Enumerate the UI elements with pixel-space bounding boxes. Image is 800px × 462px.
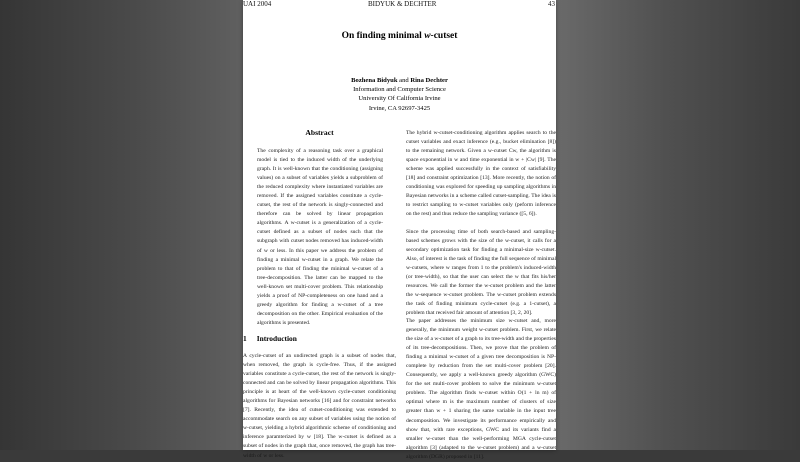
right-background (556, 0, 800, 450)
author-block (243, 76, 556, 113)
header-page-number: 43 (548, 0, 555, 8)
paper-title: On finding minimal w-cutset (341, 31, 458, 41)
intro-heading: 1 Introduction (243, 334, 297, 343)
abstract-heading: Abstract (305, 128, 334, 137)
author-location: Irvine, CA 92697-3425 (368, 104, 431, 112)
abstract-text: The complexity of a reasoning task over a graphical model is tied to the induced width of the underlying graph. It is well-known that the conditioning (assigning values) on a subset of variables yields a subproblem of the reduced complexity where instantiated variables are removed. If the assigned variables constitute a cycle-cutset, the rest of the network is singly-connected and therefore can be solved by linear propagation algorithms. A w-cutset is a generalization of a cycle-cutset defined as a subset of nodes such that the subgraph with cutset nodes removed has induced-width of w or less. In this paper we address the problem of finding a minimal w-cutset in a graph. We relate the problem to that of finding the minimal w-cutset of a tree-decomposition. The latter can be mapped to the well-known set multi-cover problem. This relationship yields a proof of NP-completeness on one hand and a greedy algorithm for finding a w-cutset of a tree decomposition on the other. Empirical evaluation of the algorithms is presented. (257, 148, 383, 326)
author-conj: and (399, 77, 409, 84)
header-authors: BIDYUK & DECHTER (368, 0, 437, 8)
right-paragraph-1: The hybrid w-cutset-conditioning algorithm applies search to the cutset variables and exact inference (e.g., bucket elimination [8]) to the remaining network. Given a w-cutset Cw, the algorithm is space exponential in w and time exponential in w + |Cw| [9]. The scheme was applied successfully in the context of satisfiability [18] and constraint optimization [13]. More recently, the notion of conditioning was explored for speeding up sampling algorithms in Bayesian networks in a scheme called cutset-sampling. The idea is to restrict sampling to w-cutset variables only (peform inference on the rest) and thus reduce the sampling variance ([5, 6]). (406, 130, 556, 218)
right-paragraph-2: Since the processing time of both search-based and sampling-based schemes grows with the size of the w-cutset, it calls for a secondary optimization task for finding a minimal-size w-cutset. Also, of interest is the task of finding the full sequence of minimal w-cutsets, where w ranges from 1 to the problem's induced-width (or tree-width), so that the user can select the w that fits his/her resources. We call the former the w-cutset problem and the latter the w-sequence w-cutset problem. The w-cutset problem extends the task of finding minimum cycle-cutset (e.g. a 1-cutset), a problem that received fair amount of attention [3, 2, 20]. (406, 229, 556, 317)
header-venue: UAI 2004 (243, 0, 272, 8)
right-paragraph-3: The paper addresses the minimum size w-cutset and, more generally, the minimum weight w-cutset problem. First, we relate the size of a w-cutset of a graph to its tree-width and the properties of its tree-decompositions. Then, we prove that the problem of finding a minimal w-cutset of a given tree decomposition is NP-complete by reduction from the set multi-cover problem [20]. Consequently, we apply a well-known greedy algorithm (GWC) for the set multi-cover problem to solve the minimum w-cutset problem. The algorithm finds w-cutset within O(1 + ln m) of optimal where m is the maximum number of clusters of size greater than w + 1 sharing the same variable in the input tree decomposition. We investigate its performance empirically and show that, with rare exceptions, GWC and its variants find a smaller w-cutset than the well-performing MGA cycle-cutset algorithm [3] (adapted to the w-cutset problem) and a w-cutset algorithm (DGR) proposed in [11]. (406, 318, 556, 460)
author-dept: Information and Computer Science (353, 86, 446, 94)
left-background (0, 0, 243, 450)
author-first: Bozhena Bidyuk (351, 77, 398, 84)
intro-text: A cycle-cutset of an undirected graph is a subset of nodes that, when removed, the graph is cycle-free. Thus, if the assigned variables constitute a cycle-cutset, the rest of the network is singly-connected and can be solved by linear propagation algorithms. This principle is at heart of the well-known cycle-cutset conditioning algorithms for Bayesian networks [16] and for constraint networks [7]. Recently, the idea of cutset-conditioning was extended to accommodate search on any subset of variables using the notion of w-cutset, yielding a hybrid algorithmic scheme of conditioning and inference paramterized by w [18]. The w-cutset is defined as a subset of nodes in the graph that, once removed, the graph has tree-width of w or less. (243, 353, 396, 459)
author-university: University Of California Irvine (358, 95, 441, 103)
author-second: Rina Dechter (410, 77, 448, 84)
author-names (243, 76, 556, 85)
